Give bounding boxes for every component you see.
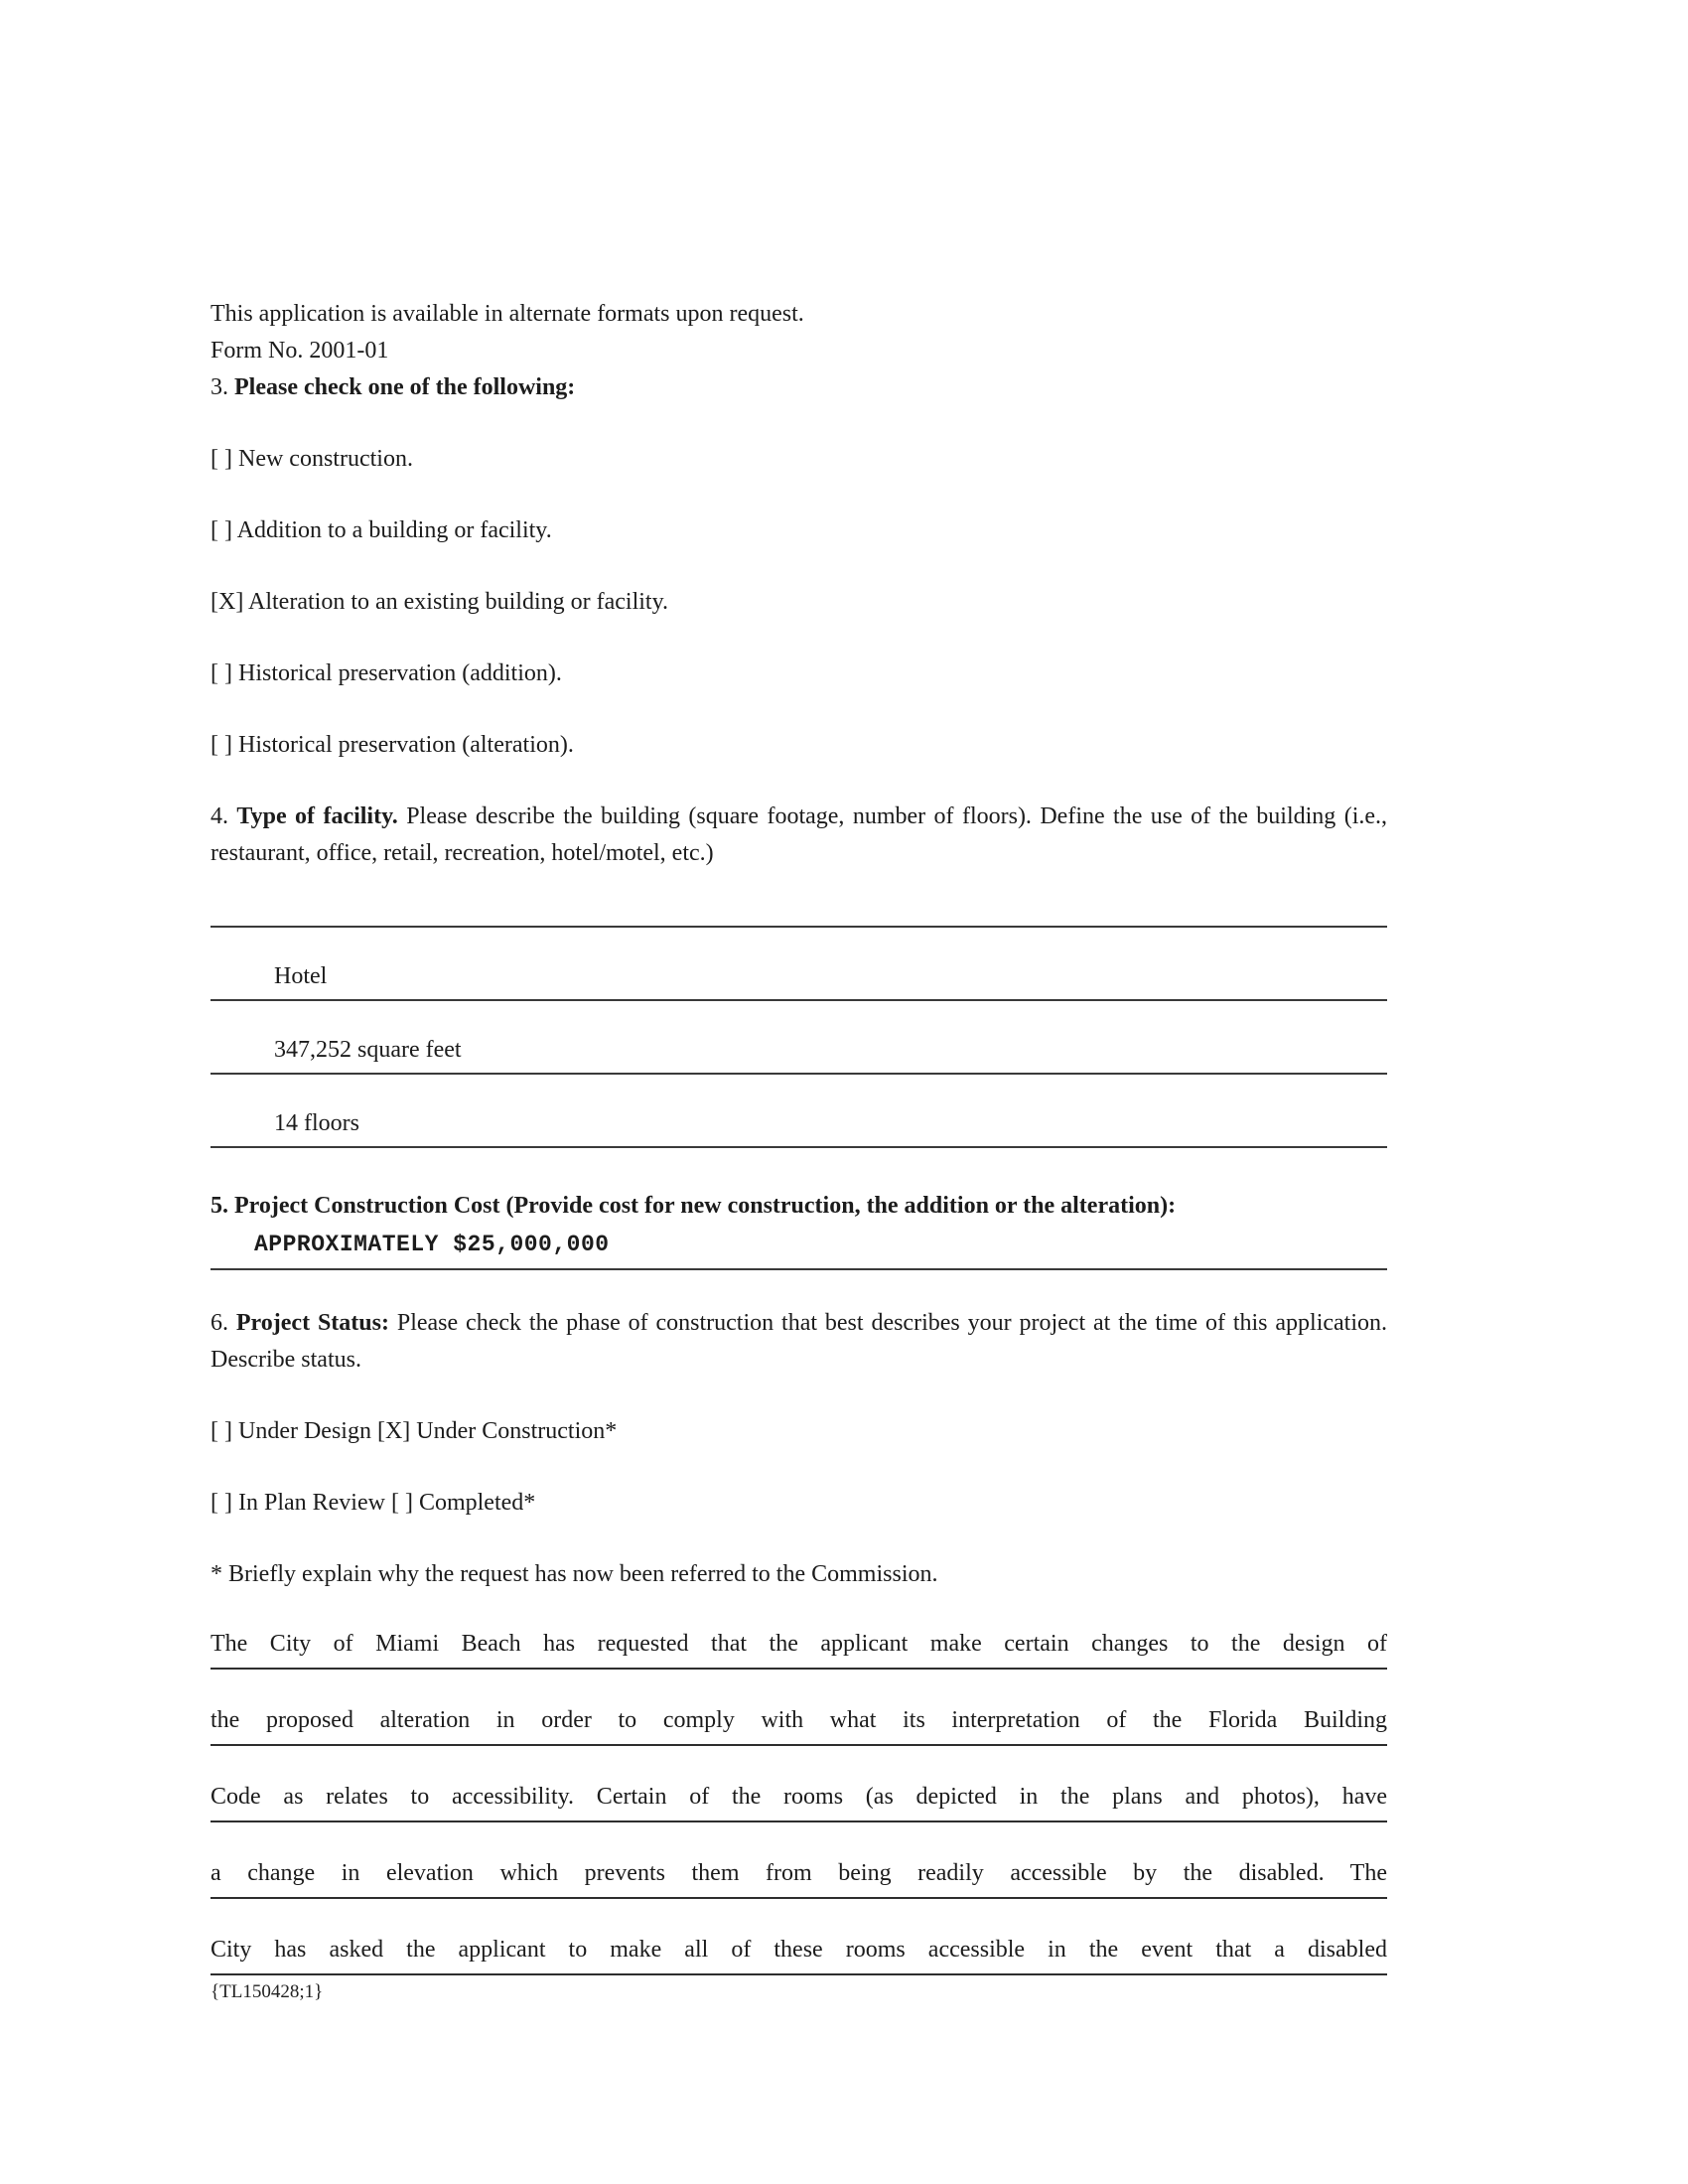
answer-construction-cost: APPROXIMATELY $25,000,000	[211, 1227, 1387, 1270]
checkbox-historical-addition: [ ]	[211, 660, 232, 686]
label-under-design: Under Design	[237, 1418, 371, 1444]
answer-floors: 14 floors	[211, 1105, 1387, 1148]
explanation-line-2: the proposed alteration in order to comply with what its interpretation of the Florida Building	[211, 1702, 1387, 1746]
option-label-alteration: Alteration to an existing building or facility.	[248, 589, 669, 615]
option-label-addition: Addition to a building or facility.	[236, 517, 552, 543]
section4-title: Type of facility.	[236, 803, 398, 829]
section6-number: 6.	[211, 1310, 228, 1336]
form-number: Form No. 2001-01	[211, 338, 389, 364]
explanation-line-4: a change in elevation which prevents them from being readily accessible by the disabled. The	[211, 1855, 1387, 1899]
section4-number: 4.	[211, 803, 228, 829]
document-reference-number: {TL150428;1}	[211, 1981, 324, 2002]
explanation-line-1: The City of Miami Beach has requested that the applicant make certain changes to the design of	[211, 1626, 1387, 1670]
section4-heading	[211, 799, 1387, 872]
section6-description: Please check the phase of construction that best describes your project at the time of this application. Describe status.	[211, 1310, 1388, 1373]
label-in-plan-review: In Plan Review	[237, 1490, 385, 1516]
section3-heading	[211, 369, 1387, 406]
section5-number: 5.	[211, 1193, 228, 1219]
answer-square-footage: 347,252 square feet	[211, 1032, 1387, 1075]
option-label-historical-alteration: Historical preservation (alteration).	[237, 732, 574, 758]
section6-title: Project Status:	[235, 1310, 389, 1336]
section6-heading	[211, 1305, 1387, 1379]
section5-heading	[211, 1188, 1387, 1225]
status-row-review-completed	[211, 1485, 1387, 1522]
section3-title: Please check one of the following:	[234, 374, 576, 400]
status-row-design-construction	[211, 1413, 1387, 1450]
blank-answer-rule	[211, 926, 1387, 928]
explanation-line-3: Code as relates to accessibility. Certain of the rooms (as depicted in the plans and photos), have	[211, 1779, 1387, 1822]
option-historical-addition	[211, 655, 1387, 692]
section5-title: Project Construction Cost (Provide cost for new construction, the addition or the alteration):	[234, 1193, 1177, 1219]
checkbox-in-plan-review: [ ]	[211, 1490, 232, 1516]
form-content	[211, 296, 1387, 1975]
checkbox-historical-alteration: [ ]	[211, 732, 232, 758]
checkbox-under-design: [ ]	[211, 1418, 232, 1444]
option-addition	[211, 512, 1387, 549]
option-historical-alteration	[211, 727, 1387, 764]
referral-note: * Briefly explain why the request has now been referred to the Commission.	[211, 1561, 938, 1587]
checkbox-addition: [ ]	[211, 517, 232, 543]
answer-facility-type: Hotel	[211, 958, 1387, 1001]
section3-number: 3.	[211, 374, 228, 400]
checkbox-completed: [ ]	[390, 1490, 413, 1516]
option-new-construction	[211, 441, 1387, 478]
alternate-formats-notice: This application is available in alternate formats upon request.	[211, 301, 804, 327]
option-label-new-construction: New construction.	[237, 446, 413, 472]
label-completed: Completed*	[418, 1490, 536, 1516]
checkbox-alteration: [X]	[211, 589, 244, 615]
option-alteration	[211, 584, 1387, 621]
explanation-line-5: City has asked the applicant to make all of these rooms accessible in the event that a disabled	[211, 1932, 1387, 1975]
label-under-construction: Under Construction*	[416, 1418, 618, 1444]
checkbox-under-construction: [X]	[376, 1418, 411, 1444]
option-label-historical-addition: Historical preservation (addition).	[237, 660, 562, 686]
section4-description: Please describe the building (square footage, number of floors). Define the use of the building (i.e., restaurant, office, retail, recreation, hotel/motel, etc.)	[211, 803, 1388, 866]
checkbox-new-construction: [ ]	[211, 446, 232, 472]
